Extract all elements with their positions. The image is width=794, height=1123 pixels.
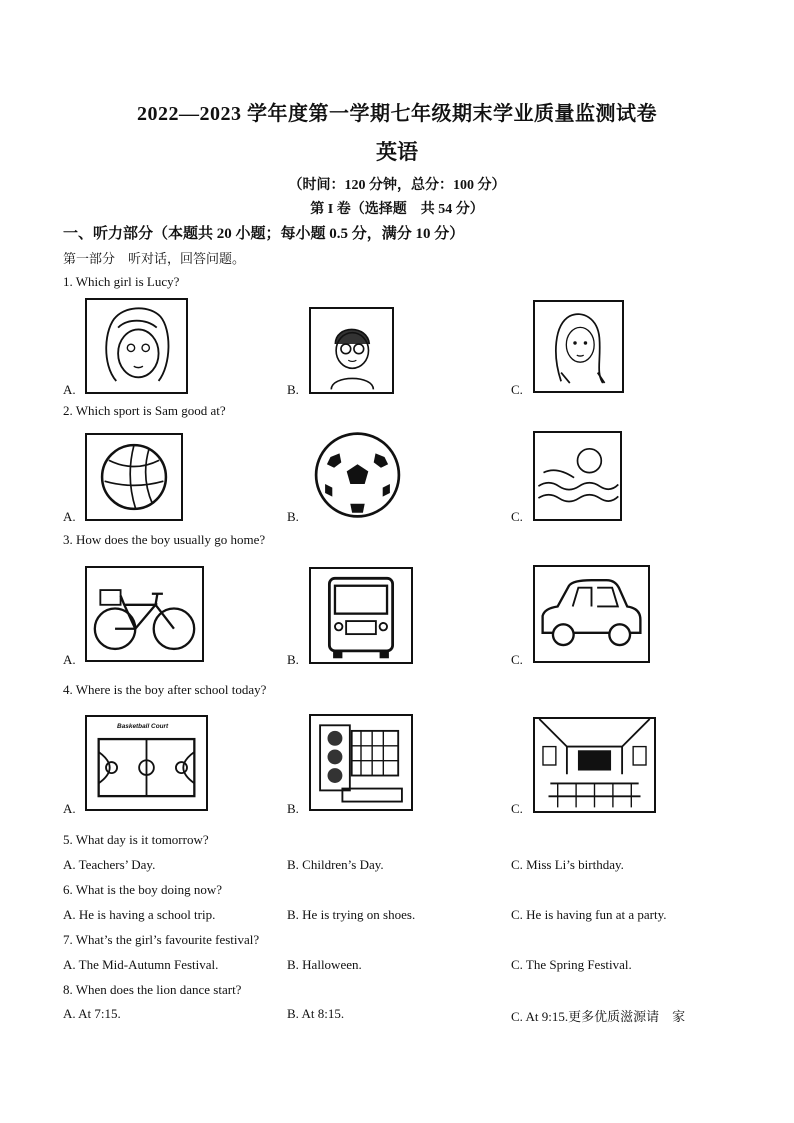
- option-letter-b: B.: [287, 509, 299, 524]
- car-icon: [533, 565, 650, 663]
- part-instruction: 第一部分 听对话，回答问题。: [63, 251, 246, 266]
- option-letter-b: B.: [287, 652, 299, 667]
- boy-glasses-icon: [309, 307, 394, 394]
- option-letter-b: B.: [287, 382, 299, 397]
- question-3: 3. How does the boy usually go home?: [63, 532, 266, 547]
- question-5: 5. What day is it tomorrow?: [63, 832, 209, 847]
- exam-title: 2022—2023 学年度第一学期七年级期末学业质量监测试卷: [137, 103, 657, 125]
- classroom-icon: [533, 717, 656, 813]
- q6-option-b: B. He is trying on shoes.: [287, 907, 416, 922]
- volume-title: 第 I 卷（选择题 共 54 分）: [310, 202, 484, 217]
- q8-option-b: B. At 8:15.: [287, 1006, 345, 1021]
- q6-option-a: A. He is having a school trip.: [63, 907, 216, 922]
- q8-option-a: A. At 7:15.: [63, 1006, 121, 1021]
- q7-option-b: B. Halloween.: [287, 957, 362, 972]
- girl-long-hair-icon: [533, 300, 624, 393]
- q5-option-a: A. Teachers’ Day.: [63, 857, 156, 872]
- q7-option-a: A. The Mid-Autumn Festival.: [63, 957, 219, 972]
- bicycle-icon: [85, 566, 204, 662]
- time-info: （时间：120 分钟，总分：100 分）: [288, 178, 506, 193]
- section-heading: 一、听力部分（本题共 20 小题；每小题 0.5 分，满分 10 分）: [63, 226, 465, 242]
- q7-option-c: C. The Spring Festival.: [511, 957, 632, 972]
- bus-icon: [309, 567, 413, 664]
- option-letter-c: C.: [511, 801, 523, 816]
- option-letter-b: B.: [287, 801, 299, 816]
- swimming-icon: [533, 431, 622, 521]
- question-8: 8. When does the lion dance start?: [63, 982, 242, 997]
- question-6: 6. What is the boy doing now?: [63, 882, 222, 897]
- q5-option-b: B. Children’s Day.: [287, 857, 384, 872]
- option-letter-c: C.: [511, 652, 523, 667]
- q6-option-c: C. He is having fun at a party.: [511, 907, 667, 922]
- option-letter-a: A.: [63, 801, 76, 816]
- option-letter-a: A.: [63, 652, 76, 667]
- girl-short-hair-icon: [85, 298, 188, 394]
- basketball-court-icon: [85, 715, 208, 811]
- volleyball-icon: [85, 433, 183, 521]
- q5-option-c: C. Miss Li’s birthday.: [511, 857, 624, 872]
- court-label: Basketball Court: [117, 723, 169, 731]
- question-4: 4. Where is the boy after school today?: [63, 682, 267, 697]
- question-2: 2. Which sport is Sam good at?: [63, 403, 226, 418]
- option-letter-a: A.: [63, 509, 76, 524]
- option-letter-c: C.: [511, 509, 523, 524]
- question-1: 1. Which girl is Lucy?: [63, 274, 180, 289]
- library-icon: [309, 714, 413, 811]
- question-7: 7. What’s the girl’s favourite festival?: [63, 932, 260, 947]
- option-letter-c: C.: [511, 382, 523, 397]
- football-icon: [309, 430, 406, 520]
- option-letter-a: A.: [63, 382, 76, 397]
- subject-title: 英语: [376, 140, 418, 164]
- q8-option-c: C. At 9:15.更多优质滋源请 家: [511, 1009, 686, 1024]
